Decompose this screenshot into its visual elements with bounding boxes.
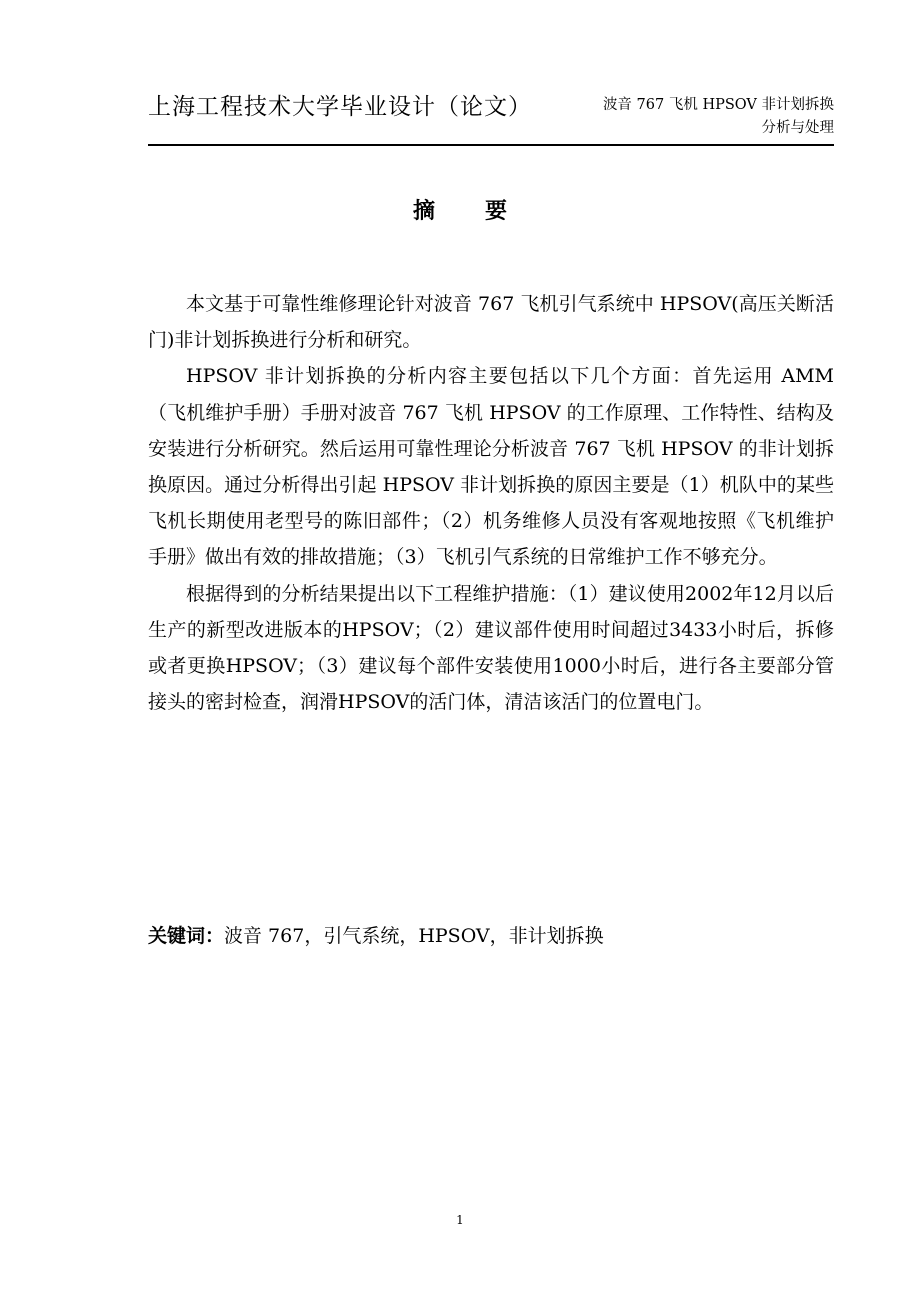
page-number: 1: [456, 1213, 464, 1227]
abstract-paragraph-2: HPSOV 非计划拆换的分析内容主要包括以下几个方面：首先运用 AMM（飞机维护手册）手册对波音 767 飞机 HPSOV 的工作原理、工作特性、结构及安装进行分析研究。然后运用可靠性理论分析波音 767 飞机 HPSOV 的非计划拆换原因。通过分析得出引起 HPSOV 非计划拆换的原因主要是（1）机队中的某些飞机长期使用老型号的陈旧部件；（2）机务维修人员没有客观地按照《飞机维护手册》做出有效的排故措施；（3）飞机引气系统的日常维护工作不够充分。: [148, 365, 834, 569]
keywords-label: 关键词：: [148, 925, 225, 947]
school-thesis-title: 上海工程技术大学毕业设计（论文）: [148, 94, 532, 120]
page-header: [148, 86, 834, 146]
abstract-paragraph-1: 本文基于可靠性维修理论针对波音 767 飞机引气系统中 HPSOV(高压关断活门)非计划拆换进行分析和研究。: [148, 293, 834, 352]
abstract-heading: 摘要: [412, 199, 557, 224]
keywords-value: 波音 767，引气系统，HPSOV，非计划拆换: [224, 925, 604, 947]
keywords-line: [148, 918, 834, 954]
abstract-paragraph-3: 根据得到的分析结果提出以下工程维护措施：（1）建议使用2002年12月以后生产的新型改进版本的HPSOV；（2）建议部件使用时间超过3433小时后，拆修或者更换HPSOV；（3）建议每个部件安装使用1000小时后，进行各主要部分管接头的密封检查，润滑HPSOV的活门体，清洁该活门的位置电门。: [148, 582, 834, 714]
thesis-title: [564, 94, 834, 140]
thesis-title-line-1: 波音 767 飞机 HPSOV 非计划拆换: [602, 97, 834, 113]
abstract-body: [148, 286, 834, 720]
thesis-title-line-2: 分析与处理: [761, 120, 834, 136]
